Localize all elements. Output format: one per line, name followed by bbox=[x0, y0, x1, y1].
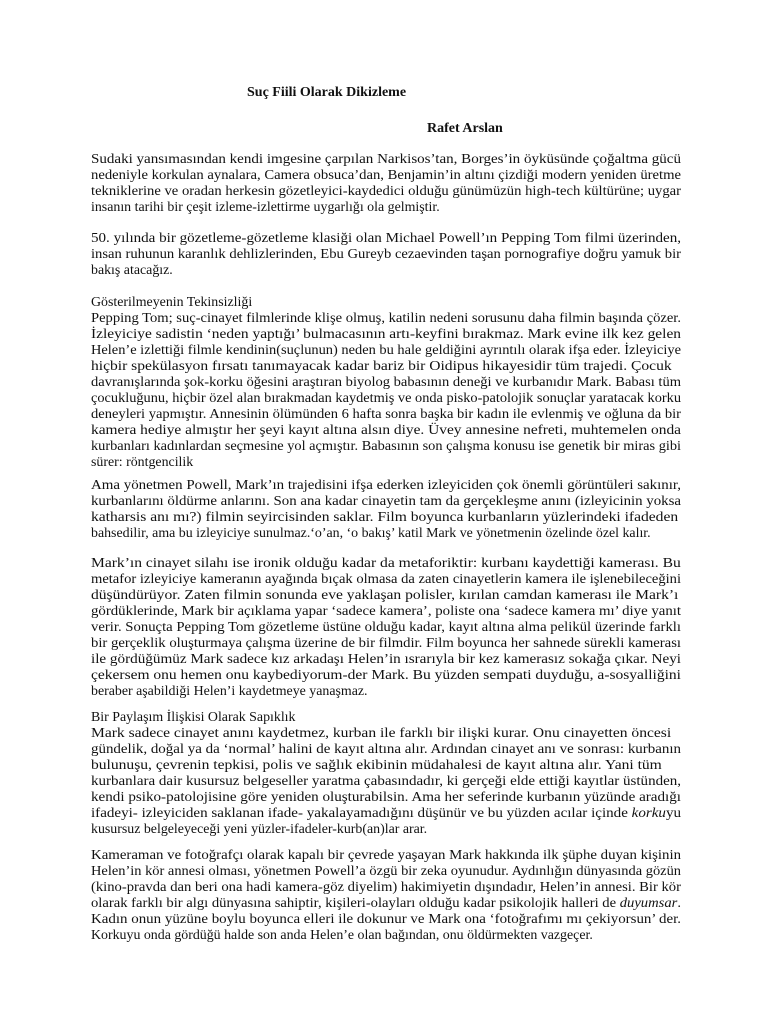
line-text: kurbanlara dair kusursuz belgeseller yaratma çabasındadır, ki gerçeği elde ettiği kayıtlar üstünden, bbox=[91, 774, 681, 789]
line-text: katharsis anı mı?) filmin seyircisinden saklar. Film boyunca kurbanların yüzlerindeki ifadeden bbox=[91, 510, 679, 525]
line-text: gündelik, doğal ya da ‘normal’ halini de kayıt altına alır. Ardından cinayet anı ve sonrası: kurbanın bbox=[91, 742, 681, 757]
paragraph-line bbox=[91, 247, 681, 263]
line-text: Mark sadece cinayet anını kaydetmez, kurban ile farklı bir ilişki kurar. Onu cinayetten öncesi bbox=[91, 726, 672, 741]
line-text: tekniklerine ve oradan herkesin gözetleyici-kaydedici olduğu günümüzün high-tech kültürüne; uygar bbox=[91, 184, 681, 199]
paragraph-line bbox=[91, 231, 681, 247]
paragraph-line bbox=[91, 880, 681, 896]
paragraph-line bbox=[91, 668, 681, 684]
paragraph-line bbox=[91, 494, 681, 510]
paragraph-line bbox=[91, 556, 681, 572]
paragraph-line bbox=[91, 588, 679, 604]
paragraph-line bbox=[91, 439, 681, 455]
line-text-tail: . bbox=[677, 896, 681, 911]
line-text-tail: yu bbox=[665, 806, 681, 821]
paragraph-line bbox=[91, 742, 681, 758]
line-text: hiçbir spekülasyon fırsatı tanımayacak kadar bariz bir Oidipus hikayesidir tüm trajedi. Çocuk bbox=[91, 359, 672, 374]
paragraph-line bbox=[91, 375, 681, 391]
line-text: gördüklerinde, Mark bir açıklama yapar ‘sadece kamera’, poliste ona ‘sadece kamera mı’ diye yanıt bbox=[91, 604, 681, 619]
paragraph-line bbox=[91, 152, 681, 168]
line-text: Gösterilmeyenin Tekinsizliği bbox=[91, 295, 253, 310]
line-text: insanın tarihi bir çeşit izleme-izlettirme uygarlığı ola gelmiştir. bbox=[91, 200, 440, 215]
author-name: Rafet Arslan bbox=[427, 121, 503, 136]
paragraph-line bbox=[91, 790, 681, 806]
paragraph-line bbox=[91, 864, 681, 880]
paragraph-line bbox=[91, 652, 681, 668]
paragraph-line bbox=[91, 636, 681, 652]
line-text: çocukluğunu, hiçbir özel alan bırakmadan kaydetmiş ve onda pisko-patolojik sonuçlar yaratacak korku bbox=[91, 391, 681, 406]
paragraph-line bbox=[91, 758, 662, 774]
line-text: nedeniyle korkulan aynalara, Camera obsuca’dan, Benjamin’in altını çizdiği modern yeniden üretme bbox=[91, 168, 681, 183]
line-text: olarak farklı bir algı dünyasına sahiptir, kişileri-olayları olduğu kadar psikolojik halleri de bbox=[91, 896, 620, 911]
line-text: bakış atacağız. bbox=[91, 263, 173, 278]
paragraph-line bbox=[91, 168, 681, 184]
paragraph-line bbox=[91, 359, 672, 375]
line-text: kurbanlarını öldürme anlarını. Son ana kadar cinayetin tam da gerçekleşme anını (izleyicinin yoksa bbox=[91, 494, 681, 509]
line-text: 50. yılında bir gözetleme-gözetleme klasiği olan Michael Powell’ın Pepping Tom filmi üzerinden, bbox=[91, 231, 681, 246]
paragraph-line bbox=[91, 726, 672, 742]
line-text: (kino-pravda dan beri ona hadi kamera-göz diyelim) hakimiyetin dışındadır, Helen’in annesi. Bir kör bbox=[91, 880, 681, 895]
line-text: insan ruhunun karanlık dehlizlerinden, Ebu Gureyb cezaevinden taşan pornografiye doğru yamuk bir bbox=[91, 247, 681, 262]
paragraph-line bbox=[91, 423, 681, 439]
line-text: çekersem onu hemen onu kaybediyorum-der Mark. Bu yüzden sempati duyduğu, a-sosyalliğini bbox=[91, 668, 681, 683]
paragraph-line bbox=[91, 526, 651, 542]
line-text: Korkuyu onda gördüğü halde son anda Helen’e olan bağından, onu öldürmekten vazgeçer. bbox=[91, 928, 593, 943]
paragraph-line bbox=[91, 928, 593, 944]
line-text: sürer: röntgencilik bbox=[91, 455, 194, 470]
paragraph-line bbox=[91, 806, 681, 822]
section-heading bbox=[91, 295, 252, 311]
paragraph-line bbox=[91, 391, 681, 407]
line-text: Helen’in kör annesi olması, yönetmen Powell’a özgü bir zeka oyunudur. Aydınlığın dünyasında gözün bbox=[91, 864, 681, 879]
line-text: kendi psiko-patolojisine göre yeniden oluşturabilsin. Ama her seferinde kurbanın yüzünde aradığı bbox=[91, 790, 681, 805]
section-heading bbox=[91, 710, 296, 726]
paragraph-line bbox=[91, 327, 681, 343]
paragraph-line bbox=[91, 407, 681, 423]
paragraph-line bbox=[91, 455, 193, 471]
line-text: Mark’ın cinayet silahı ise ironik olduğu kadar da metaforiktir: kurbanı kaydettiği kamerası. Bu bbox=[91, 556, 681, 571]
line-text: düşündürüyor. Zaten filmin sonunda eve yaklaşan polisler, kırılan camdan kamerası ile Mark’ı bbox=[91, 588, 679, 603]
paragraph-line bbox=[91, 912, 681, 928]
paragraph-line bbox=[91, 510, 679, 526]
line-text: beraber aşabildiği Helen’i kaydetmeye yanaşmaz. bbox=[91, 684, 368, 699]
paragraph-line bbox=[91, 822, 427, 838]
line-text: Helen’e izlettiği filmle kendinin(suçlunun) neden bu hale geldiğini ayrıntılı olarak ifşa eder. İzleyiciye bbox=[91, 343, 681, 358]
document-title: Suç Fiili Olarak Dikizleme bbox=[247, 85, 407, 100]
paragraph-line bbox=[91, 572, 681, 588]
paragraph-line bbox=[91, 604, 681, 620]
paragraph-line bbox=[91, 263, 173, 279]
paragraph-line bbox=[91, 774, 681, 790]
line-text: metafor izleyiciye kameranın ayağında bıçak olmasa da zaten cinayetlerin kamera ile işlenebileceğini bbox=[91, 572, 681, 587]
paragraph-line bbox=[91, 684, 368, 700]
line-text: kamera hediye almıştır her şeyi kayıt altına alsın diye. Üvey annesine nefreti, muhtemelen onda bbox=[91, 423, 681, 438]
line-text: İzleyiciye sadistin ‘neden yaptığı’ bulmacasının artı-keyfini bırakmaz. Mark evine ilk kez gelen bbox=[91, 327, 681, 342]
line-text: deneyleri yapmıştır. Annesinin ölümünden 6 hafta sonra başka bir kadın ile evlenmiş ve oğluna da bir bbox=[91, 407, 681, 422]
emphasized-word: korku bbox=[631, 806, 666, 821]
paragraph-line bbox=[91, 478, 681, 494]
paragraph-line bbox=[91, 200, 440, 216]
line-text: kurbanları kadınlardan seçmesine yol açmıştır. Babasının son çalışma konusu ise genetik bir miras gibi bbox=[91, 439, 681, 454]
line-text: ile gördüğümüz Mark sadece kız arkadaşı Helen’in ısrarıyla bir kez kamerasız sokağa çıkar. Neyi bbox=[91, 652, 681, 667]
line-text: ifadeyi- izleyiciden saklanan ifade- yakalayamadığını düşünür ve bu yüzden acılar içinde bbox=[91, 806, 632, 821]
line-text: Pepping Tom; suç-cinayet filmlerinde klişe olmuş, katilin nedeni sorusunu daha filmin başında çözer. bbox=[91, 311, 681, 326]
paragraph-line bbox=[91, 343, 681, 359]
line-text: bulunuşu, çevrenin tepkisi, polis ve sağlık ekibinin müdahalesi de kayıt altına alır. Yani tüm bbox=[91, 758, 662, 773]
line-text: Kameraman ve fotoğrafçı olarak kapalı bir çevrede yaşayan Mark hakkında ilk şüphe duyan kişinin bbox=[91, 848, 681, 863]
line-text: bir gerçeklik oluşturmaya çalışma üzerine de bir filmdir. Film boyunca her sahnede sürekli kamerası bbox=[91, 636, 681, 651]
line-text: davranışlarında şok-korku öğesini araştıran biyolog babasının deneği ve kurbanıdır Mark. Babası tüm bbox=[91, 375, 681, 390]
emphasized-word: duyumsar bbox=[619, 896, 678, 911]
line-text: Kadın onun yüzüne boylu boyunca elleri ile dokunur ve Mark ona ‘fotoğrafımı mı çekiyorsun’ der. bbox=[91, 912, 681, 927]
line-text: Ama yönetmen Powell, Mark’ın trajedisini ifşa ederken izleyiciden çok önemli görüntüleri sakınır, bbox=[91, 478, 681, 493]
paragraph-line bbox=[91, 848, 681, 864]
paragraph-line bbox=[91, 311, 681, 327]
line-text: Bir Paylaşım İlişkisi Olarak Sapıklık bbox=[91, 710, 296, 725]
line-text: verir. Sonuçta Pepping Tom gözetleme üstüne olduğu kadar, kayıt altına alma pelikül üzerinde farklı bbox=[91, 620, 681, 635]
paragraph-line bbox=[91, 620, 681, 636]
line-text: kusursuz belgeleyeceği yeni yüzler-ifadeler-kurb(an)lar arar. bbox=[91, 822, 428, 837]
paragraph-line bbox=[91, 896, 681, 912]
line-text: Sudaki yansımasından kendi imgesine çarpılan Narkisos’tan, Borges’in öyküsünde çoğaltma gücü bbox=[91, 152, 681, 167]
line-text: bahsedilir, ama bu izleyiciye sunulmaz.‘o’an, ‘o bakış’ katil Mark ve yönetmenin özelinde özel kalır. bbox=[91, 526, 651, 541]
paragraph-line bbox=[91, 184, 681, 200]
